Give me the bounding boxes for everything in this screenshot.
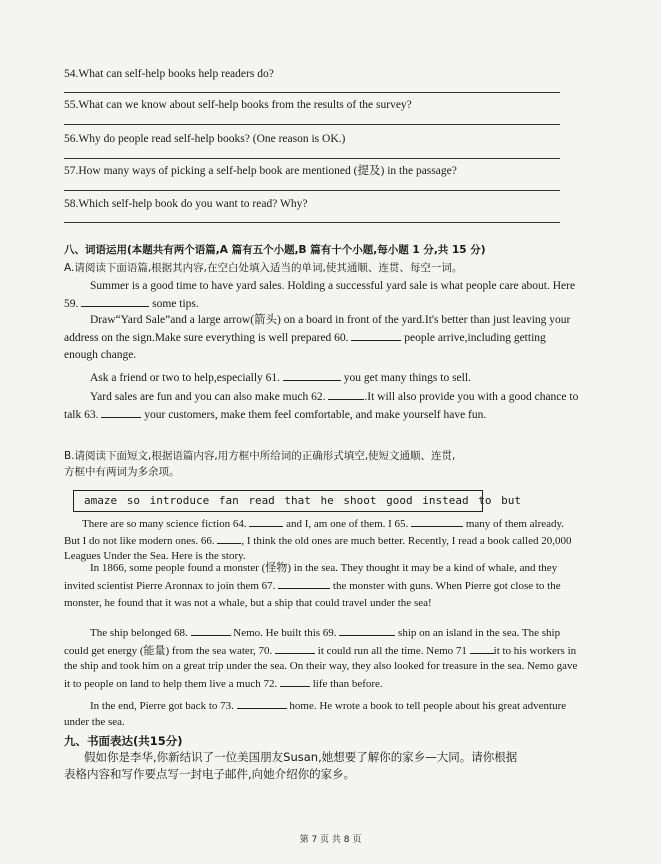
question-54: 54.What can self-help books help readers do? xyxy=(64,68,274,80)
passage-a-para-4: Yard sales are fun and you can also make much 62. .It will also provide you with a good chance to talk 63. your customers, make them feel comfortable, and make yourself have fun. xyxy=(64,388,580,424)
blank-68[interactable] xyxy=(191,624,231,636)
passage-b-para-4: In the end, Pierre got back to 73. home. He wrote a book to tell people about his great adventure under the sea. xyxy=(64,697,580,730)
word-box: amaze so introduce fan read that he shoot good instead to but xyxy=(73,490,483,512)
blank-59[interactable] xyxy=(81,295,149,307)
blank-69[interactable] xyxy=(339,624,395,636)
blank-65[interactable] xyxy=(411,515,463,527)
blank-70[interactable] xyxy=(275,642,315,654)
section-9-prompt-line2: 表格内容和写作要点写一封电子邮件,向她介绍你的家乡。 xyxy=(64,767,356,781)
blank-63[interactable] xyxy=(101,406,141,418)
part-b-instructions-line2: 方框中有两词为多余项。 xyxy=(64,466,180,478)
blank-67[interactable] xyxy=(278,577,330,589)
blank-72[interactable] xyxy=(280,675,310,687)
passage-b-para-2: In 1866, some people found a monster (怪物) in the sea. They thought it may be a kind of whale, and they invited scientist Pierre Aronnax to join them 67. the monster with guns. When Pierre got close to the monster, he found that it was not a whale, but a ship that could travel under the sea! xyxy=(64,562,561,609)
blank-66[interactable] xyxy=(217,532,241,544)
blank-64[interactable] xyxy=(249,515,283,527)
answer-line-54 xyxy=(64,92,560,93)
part-b-instructions-line1: B.请阅读下面短文,根据语篇内容,用方框中所给词的正确形式填空,使短文通顺、连贯, xyxy=(64,450,456,462)
question-58: 58.Which self-help book do you want to read? Why? xyxy=(64,198,308,210)
question-57: 57.How many ways of picking a self-help book are mentioned (提及) in the passage? xyxy=(64,165,457,177)
question-56: 56.Why do people read self-help books? (One reason is OK.) xyxy=(64,133,346,145)
passage-b-para-1: There are so many science fiction 64. and I, am one of them. I 65. many of them already. But I do not like modern ones. 66. , I think the old ones are much better. Recently, I read a book called 20,000 Leagues Under the Sea. Here is the story. xyxy=(64,515,580,564)
passage-a-para-1: Summer is a good time to have yard sales. Holding a successful yard sale is what people care about. Here 59. some tips. xyxy=(64,280,576,310)
section-9-title: 九、书面表达(共15分) xyxy=(64,734,183,748)
answer-line-58 xyxy=(64,222,560,223)
answer-line-55 xyxy=(64,124,560,125)
section-9-prompt-line1: 假如你是李华,你新结识了一位美国朋友Susan,她想要了解你的家乡—大同。请你根据 xyxy=(84,750,518,764)
blank-73[interactable] xyxy=(237,697,287,709)
answer-line-57 xyxy=(64,190,560,191)
passage-a-para-2: Draw“Yard Sale”and a large arrow(箭头) on a board in front of the yard.It's better than just leaving your address on the sign.Make sure everything is well prepared 60. people arrive,including getting enough change. xyxy=(64,314,571,361)
section-8-title: 八、词语运用(本题共有两个语篇,A 篇有五个小题,B 篇有十个小题,每小题 1 分,共 15 分) xyxy=(64,244,486,256)
blank-62[interactable] xyxy=(328,388,364,400)
blank-71[interactable] xyxy=(470,642,494,654)
part-a-instructions: A.请阅读下面语篇,根据其内容,在空白处填入适当的单词,使其通顺、连贯、每空一词。 xyxy=(64,262,463,274)
answer-line-56 xyxy=(64,158,560,159)
passage-a-para-3: Ask a friend or two to help,especially 61. you get many things to sell. xyxy=(64,369,580,387)
question-55: 55.What can we know about self-help books from the results of the survey? xyxy=(64,99,412,111)
blank-60[interactable] xyxy=(351,329,401,341)
page-footer: 第 7 页 共 8 页 xyxy=(299,835,362,845)
blank-61[interactable] xyxy=(283,369,341,381)
passage-b-para-3: The ship belonged 68. Nemo. He built this 69. ship on an island in the sea. The ship could get energy (能量) from the sea water, 70. it could run all the time. Nemo 71 it to his workers in the ship and took him on a great trip under the sea. On their way, they also looked for treasure in the sea. Nemo gave it to people on land to help them live a much 72. life than before. xyxy=(64,624,580,692)
